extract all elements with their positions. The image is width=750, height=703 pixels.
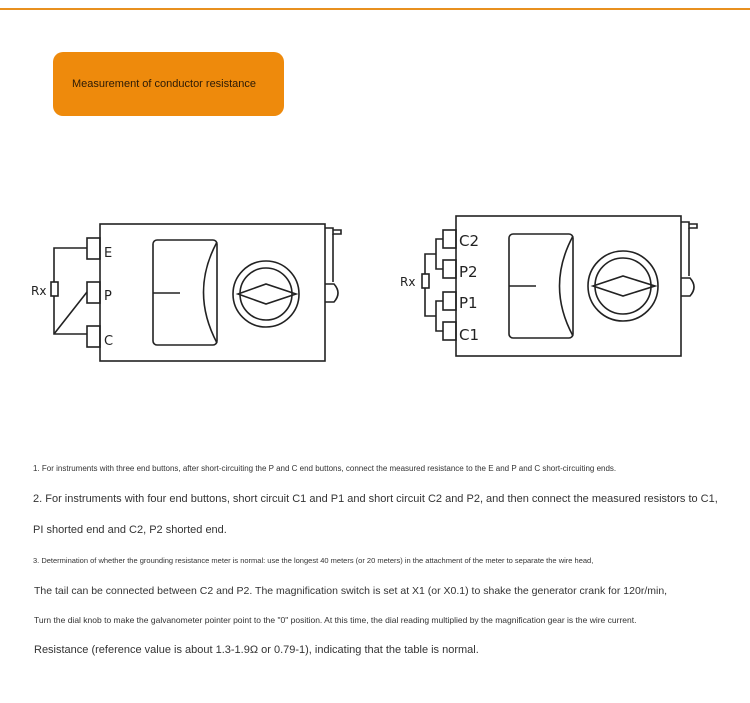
terminal-label-c: C [104, 334, 114, 349]
dial-outer [588, 251, 658, 321]
section-title-badge [53, 52, 284, 116]
rx-label-left: Rx [31, 284, 47, 298]
top-divider [0, 8, 750, 10]
instruction-paragraph-3-line-4: Resistance (reference value is about 1.3-1.9Ω or 0.79-1), indicating that the table is normal. [34, 644, 479, 656]
short-p1-c1 [436, 301, 443, 331]
terminal-p2 [443, 260, 456, 278]
wiring-diagrams [0, 200, 750, 400]
three-terminal-meter-diagram [51, 224, 341, 361]
wire-p-short [54, 292, 87, 334]
dial-knob [238, 284, 296, 304]
crank-handle [325, 228, 341, 234]
instruction-paragraph-2-continued: PI shorted end and C2, P2 shorted end. [33, 524, 227, 536]
terminal-label-p2: P2 [459, 263, 478, 281]
instruction-paragraph-3-line-3: Turn the dial knob to make the galvanometer pointer point to the "0" position. At this time, the dial reading multiplied by the magnification gear is the wire current. [34, 615, 637, 625]
rx-label-right: Rx [400, 275, 416, 289]
dial-inner [240, 268, 292, 320]
crank-hub [681, 278, 694, 296]
terminal-label-e: E [104, 246, 113, 261]
wire-rx-bottom [425, 288, 436, 316]
galvanometer-scale [204, 242, 218, 343]
terminal-label-c1: C1 [459, 326, 480, 344]
crank-handle [681, 222, 697, 228]
terminal-c2 [443, 230, 456, 248]
short-c2-p2 [436, 239, 443, 269]
instruction-paragraph-3-line-2: The tail can be connected between C2 and P2. The magnification switch is set at X1 (or X0.1) to shake the generator crank for 120r/min, [34, 585, 668, 597]
section-title: Measurement of conductor resistance [72, 78, 257, 90]
wire-e [54, 248, 87, 282]
rx-resistor [51, 282, 58, 296]
terminal-e [87, 238, 100, 259]
dial-knob [593, 276, 655, 296]
instruction-paragraph-2: 2. For instruments with four end buttons, short circuit C1 and P1 and short circuit C2 and P2, and then connect the measured resistors to C1, [33, 493, 718, 505]
terminal-label-p: P [104, 289, 112, 304]
rx-resistor [422, 274, 429, 288]
terminal-label-c2: C2 [459, 232, 480, 250]
terminal-p [87, 282, 100, 303]
galvanometer-scale [560, 236, 574, 336]
meter-body [456, 216, 681, 356]
dial-outer [233, 261, 299, 327]
dial-inner [595, 258, 651, 314]
terminal-label-p1: P1 [459, 294, 478, 312]
terminal-p1 [443, 292, 456, 310]
instruction-paragraph-3: 3. Determination of whether the grounding resistance meter is normal: use the longest 40 meters (or 20 meters) in the attachment of the meter to separate the wire head, [33, 556, 594, 565]
terminal-c [87, 326, 100, 347]
crank-hub [325, 284, 338, 302]
wire-rx-top [425, 254, 436, 274]
terminal-c1 [443, 322, 456, 340]
instruction-paragraph-1: 1. For instruments with three end buttons, after short-circuiting the P and C end buttons, connect the measured resistance to the E and P and C short-circuiting ends. [33, 464, 617, 473]
